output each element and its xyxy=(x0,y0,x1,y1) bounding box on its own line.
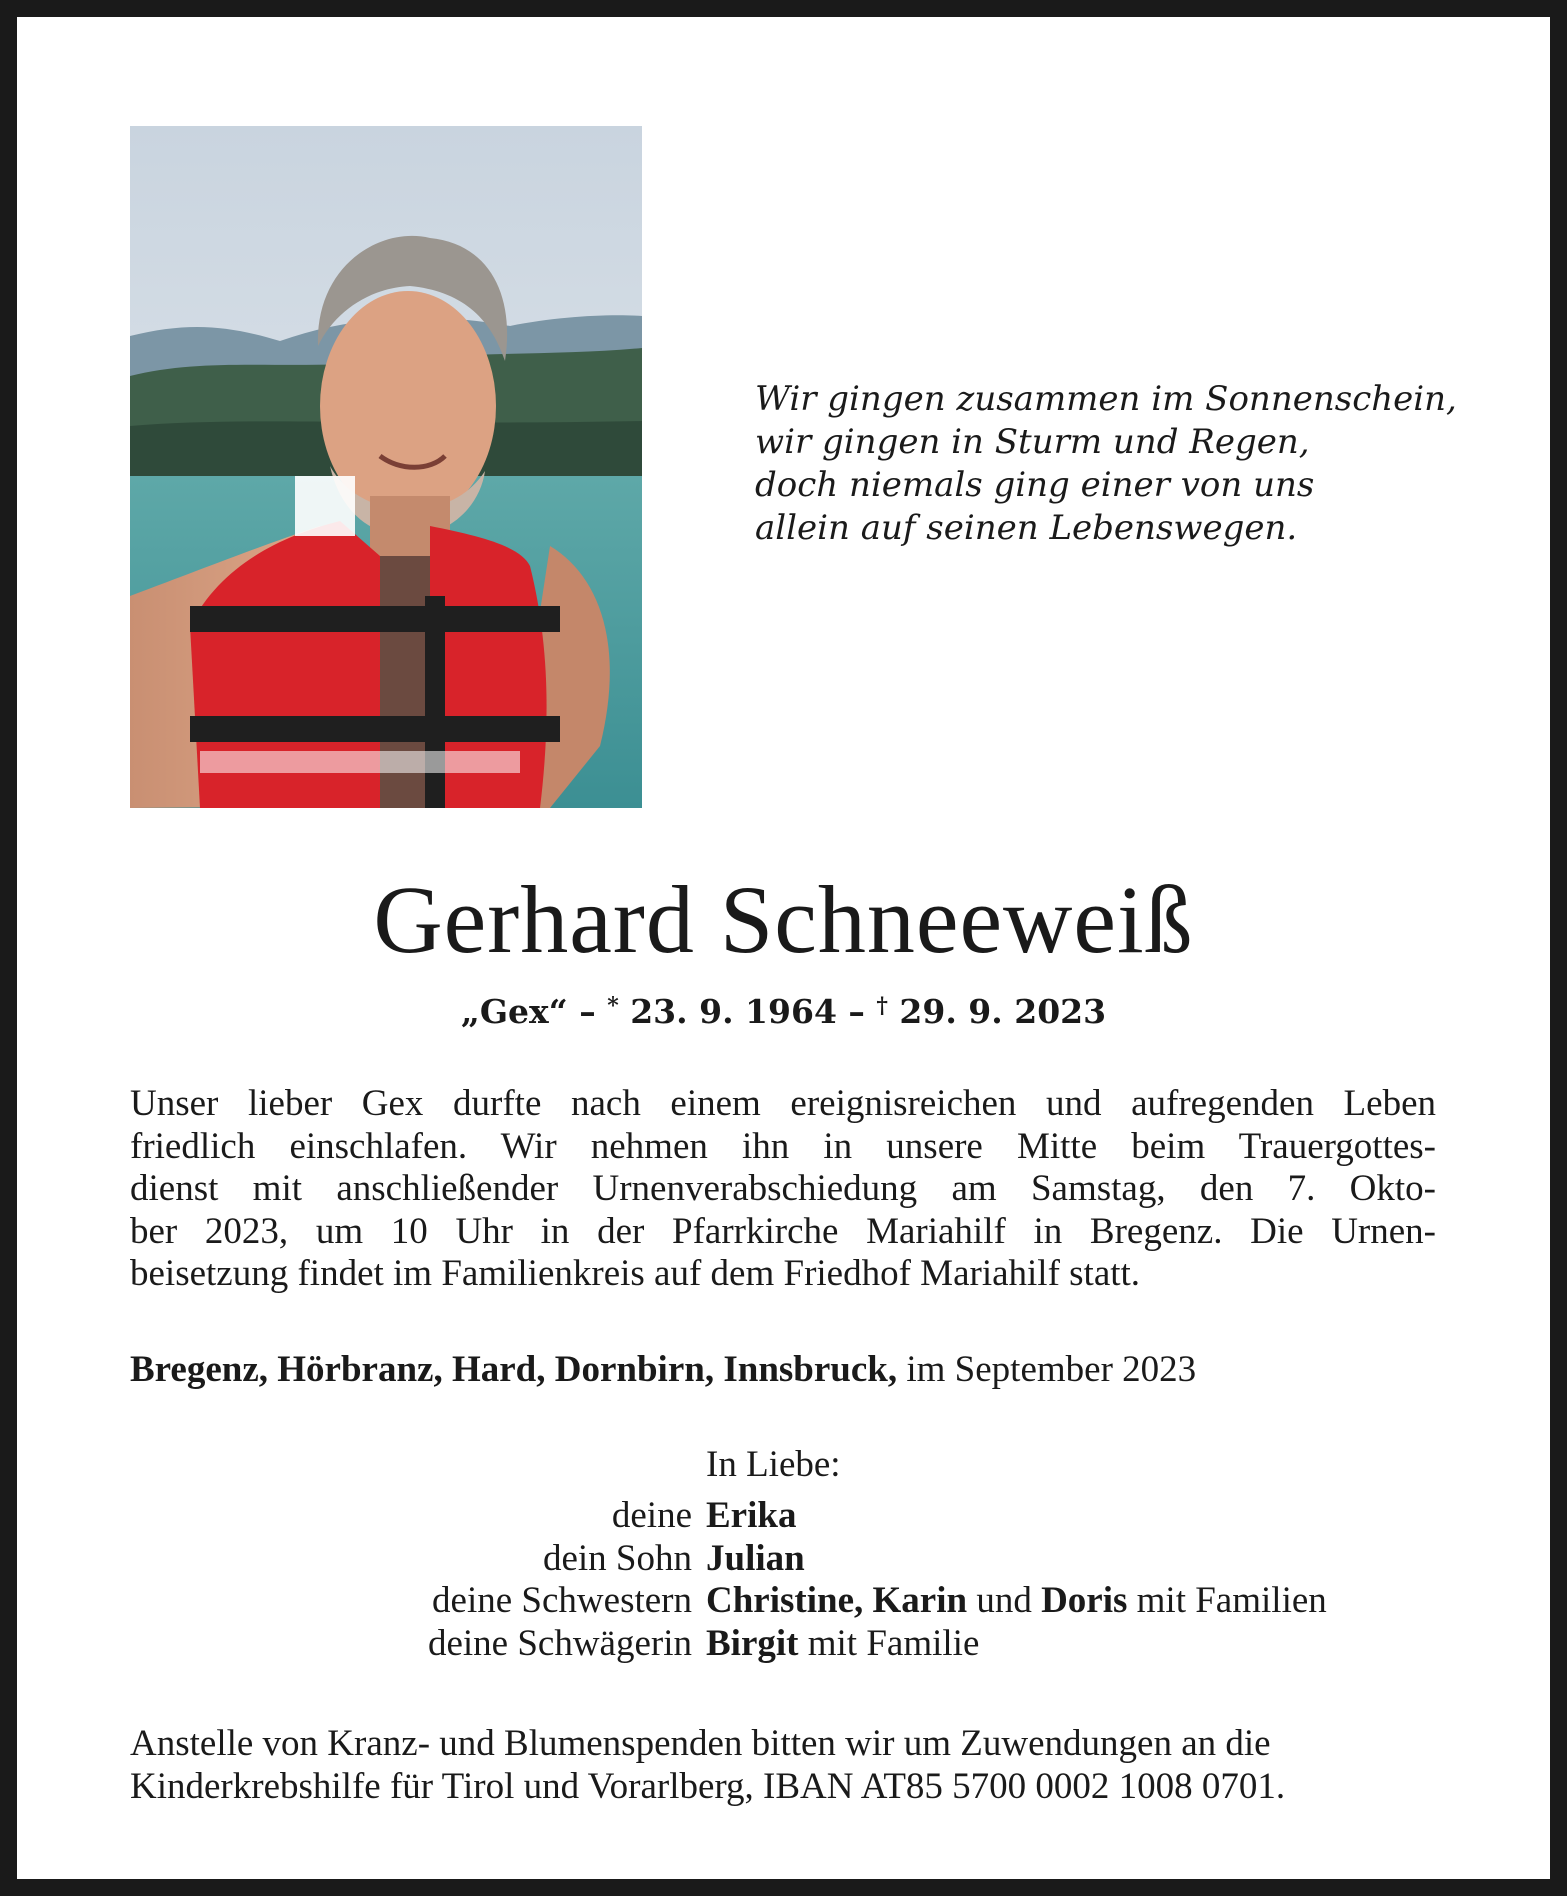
date-separator: – xyxy=(567,992,608,1031)
donation-line: Anstelle von Kranz- und Blumenspenden bitten wir um Zuwendungen an die xyxy=(130,1723,1271,1764)
announcement-line: ber 2023, um 10 Uhr in der Pfarrkirche Mariahilf in Bregenz. Die Urnen- xyxy=(130,1210,1436,1252)
mourner-names xyxy=(706,1580,1327,1623)
announcement-line: friedlich einschlafen. Wir nehmen ihn in unsere Mitte beim Trauergottes- xyxy=(130,1125,1436,1167)
announcement-line: dienst mit anschließender Urnenverabschiedung am Samstag, den 7. Okto- xyxy=(130,1168,1436,1209)
nickname: „Gex“ xyxy=(460,992,568,1031)
mourner-conjunction: und xyxy=(967,1580,1042,1621)
death-date: 29. 9. 2023 xyxy=(899,992,1107,1031)
mourner-row xyxy=(0,1538,1567,1581)
portrait-illustration xyxy=(130,126,642,808)
donation-line: Kinderkrebshilfe für Tirol und Vorarlberg, IBAN AT85 5700 0002 1008 0701. xyxy=(130,1766,1286,1807)
mourner-name: Doris xyxy=(1041,1580,1128,1621)
mourner-names xyxy=(706,1623,979,1666)
donation-request xyxy=(130,1722,1436,1808)
poem-line: Wir gingen zusammen im Sonnenschein, xyxy=(755,379,1457,419)
birth-date: 23. 9. 1964 xyxy=(630,992,837,1031)
mourner-names xyxy=(706,1538,805,1581)
towns: Bregenz, Hörbranz, Hard, Dornbirn, Innsbruck, xyxy=(130,1349,898,1390)
date-separator: – xyxy=(836,992,877,1031)
mourner-suffix: mit Familie xyxy=(798,1622,980,1664)
month-year: im September 2023 xyxy=(897,1349,1197,1390)
mourner-name: Christine, Karin xyxy=(706,1580,968,1621)
deceased-name: Gerhard Schneeweiß xyxy=(373,866,1194,973)
poem-line: doch niemals ging einer von uns xyxy=(755,465,1315,505)
poem xyxy=(755,378,1457,550)
mourner-names xyxy=(706,1495,796,1538)
mourner-name: Julian xyxy=(706,1537,805,1579)
mourner-row xyxy=(0,1495,1567,1538)
life-dates xyxy=(0,985,1567,1033)
mourner-row xyxy=(0,1580,1567,1623)
mourners-list xyxy=(0,1495,1567,1665)
poem-line: allein auf seinen Lebenswegen. xyxy=(755,508,1298,548)
mourners-heading: In Liebe: xyxy=(706,1444,841,1485)
mourner-relation: dein Sohn xyxy=(542,1537,692,1579)
mourner-row xyxy=(0,1623,1567,1666)
mourner-suffix: mit Familien xyxy=(1127,1580,1327,1621)
portrait-photo xyxy=(130,126,642,808)
mourner-relation: deine Schwägerin xyxy=(427,1622,692,1664)
mourner-name: Erika xyxy=(706,1495,797,1536)
mourner-relation: deine Schwestern xyxy=(432,1580,692,1621)
mourner-relation: deine xyxy=(611,1495,692,1536)
announcement-line: beisetzung findet im Familienkreis auf dem Friedhof Mariahilf statt. xyxy=(130,1253,1141,1294)
announcement-text xyxy=(130,1083,1436,1296)
poem-line: wir gingen in Sturm und Regen, xyxy=(755,422,1310,462)
mourner-name: Birgit xyxy=(706,1622,799,1664)
places-and-date xyxy=(130,1348,1196,1392)
announcement-line: Unser lieber Gex durfte nach einem ereignisreichen und aufregenden Leben xyxy=(130,1083,1436,1124)
birth-symbol: * xyxy=(607,993,619,1019)
death-symbol: † xyxy=(876,993,888,1019)
